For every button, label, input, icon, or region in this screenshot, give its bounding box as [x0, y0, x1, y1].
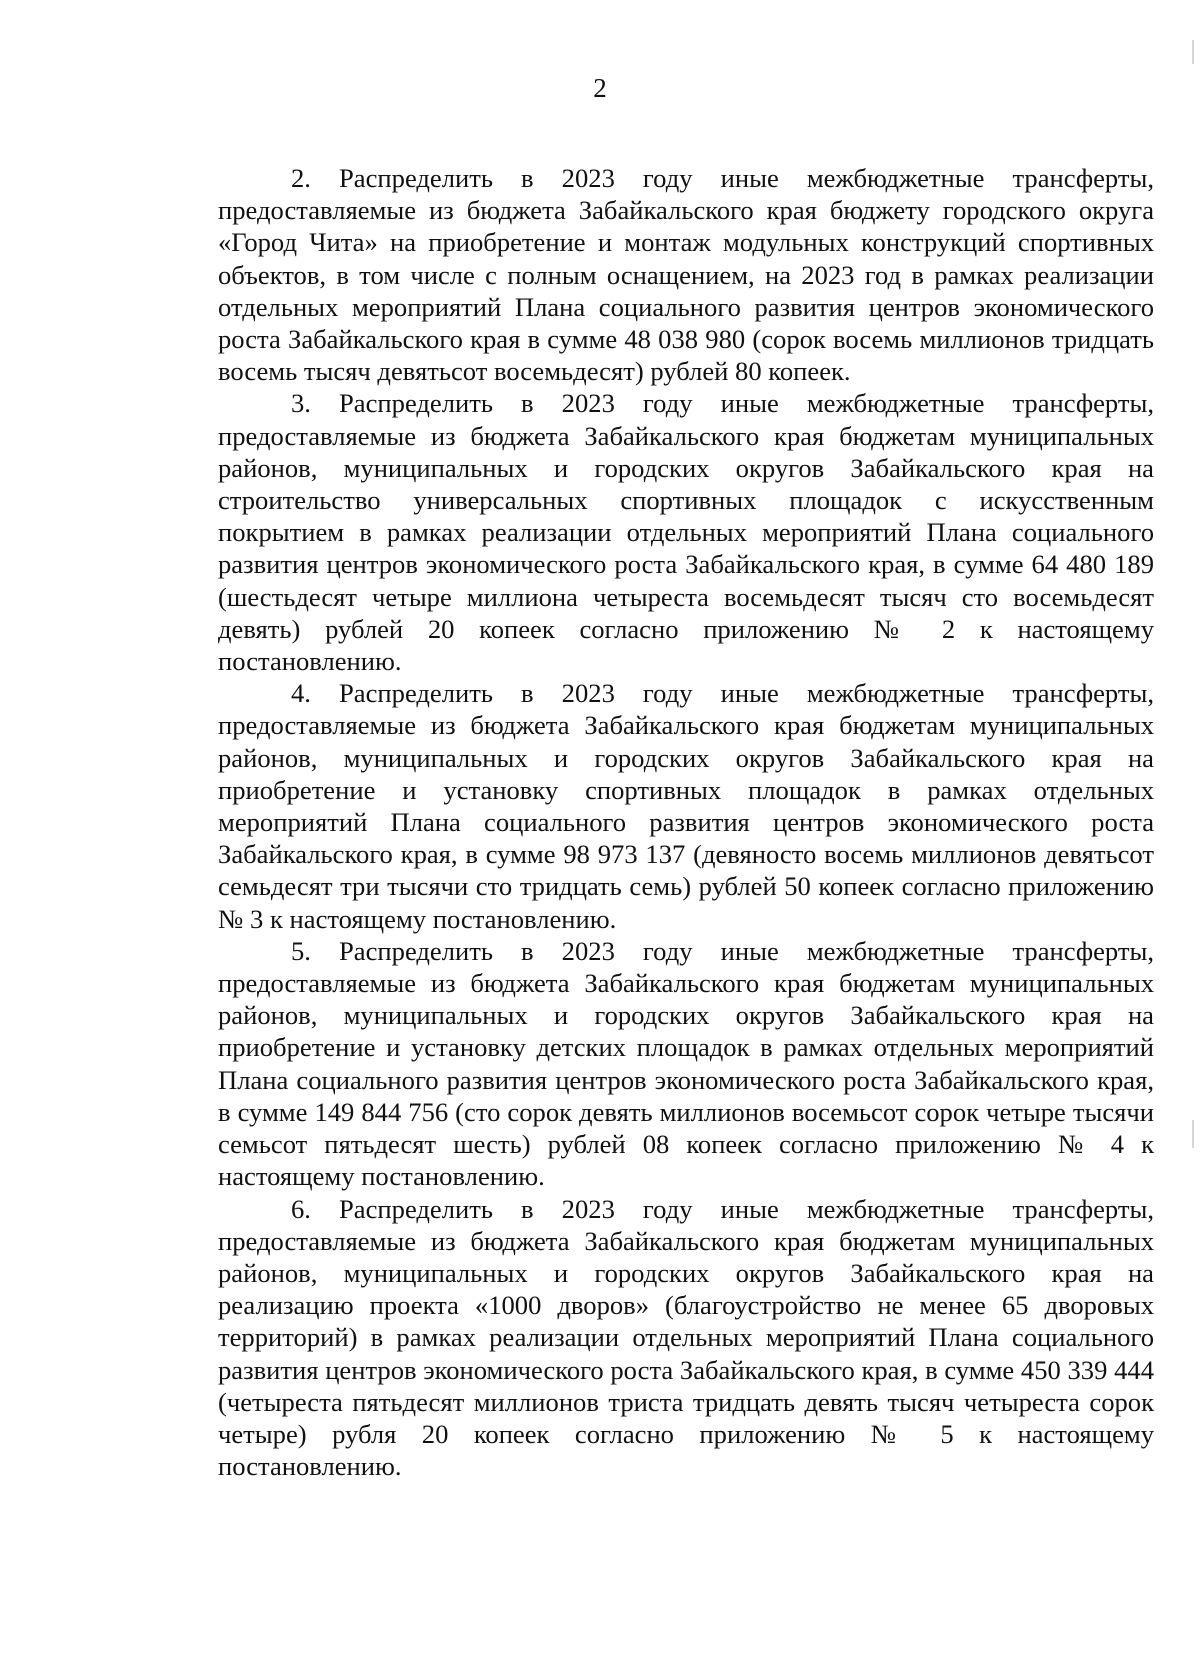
- document-body: [218, 162, 1154, 1482]
- paragraph-item-2: 2. Распределить в 2023 году иные межбюджетные трансферты, предоставляемые из бюджета Забайкальского края бюджету городского округа «Город Чита» на приобретение и монтаж модульных конструкций спортивных объектов, в том числе с полным оснащением, на 2023 год в рамках реализации отдельных мероприятий Плана социального развития центров экономического роста Забайкальского края в сумме 48 038 980 (сорок восемь миллионов тридцать восемь тысяч девятьсот восемьдесят) рублей 80 копеек.: [218, 163, 1154, 387]
- scan-edge-mark: [1192, 1120, 1194, 1148]
- paragraph-item-5: 5. Распределить в 2023 году иные межбюджетные трансферты, предоставляемые из бюджета Забайкальского края бюджетам муниципальных районов, муниципальных и городских округов Забайкальского края на приобретение и установку детских площадок в рамках отдельных мероприятий Плана социального развития центров экономического роста Забайкальского края, в сумме 149 844 756 (сто сорок девять миллионов восемьсот сорок четыре тысячи семьсот пятьдесят шесть) рублей 08 копеек согласно приложению № 4 к настоящему постановлению.: [218, 935, 1154, 1192]
- paragraph-item-6: 6. Распределить в 2023 году иные межбюджетные трансферты, предоставляемые из бюджета Забайкальского края бюджетам муниципальных районов, муниципальных и городских округов Забайкальского края на реализацию проекта «1000 дворов» (благоустройство не менее 65 дворовых территорий) в рамках реализации отдельных мероприятий Плана социального развития центров экономического роста Забайкальского края, в сумме 450 339 444 (четыреста пятьдесят миллионов триста тридцать девять тысяч четыреста сорок четыре) рубля 20 копеек согласно приложению № 5 к настоящему постановлению.: [218, 1193, 1154, 1482]
- paragraph-item-4: 4. Распределить в 2023 году иные межбюджетные трансферты, предоставляемые из бюджета Забайкальского края бюджетам муниципальных районов, муниципальных и городских округов Забайкальского края на приобретение и установку спортивных площадок в рамках отдельных мероприятий Плана социального развития центров экономического роста Забайкальского края, в сумме 98 973 137 (девяносто восемь миллионов девятьсот семьдесят три тысячи сто тридцать семь) рублей 50 копеек согласно приложению № 3 к настоящему постановлению.: [218, 678, 1154, 934]
- scan-edge-mark: [1192, 40, 1194, 64]
- paragraph-item-3: 3. Распределить в 2023 году иные межбюджетные трансферты, предоставляемые из бюджета Забайкальского края бюджетам муниципальных районов, муниципальных и городских округов Забайкальского края на строительство универсальных спортивных площадок с искусственным покрытием в рамках реализации отдельных мероприятий Плана социального развития центров экономического роста Забайкальского края, в сумме 64 480 189 (шестьдесят четыре миллиона четыреста восемьдесят тысяч сто восемьдесят девять) рублей 20 копеек согласно приложению № 2 к настоящему постановлению.: [218, 388, 1154, 677]
- page-number: 2: [593, 73, 607, 103]
